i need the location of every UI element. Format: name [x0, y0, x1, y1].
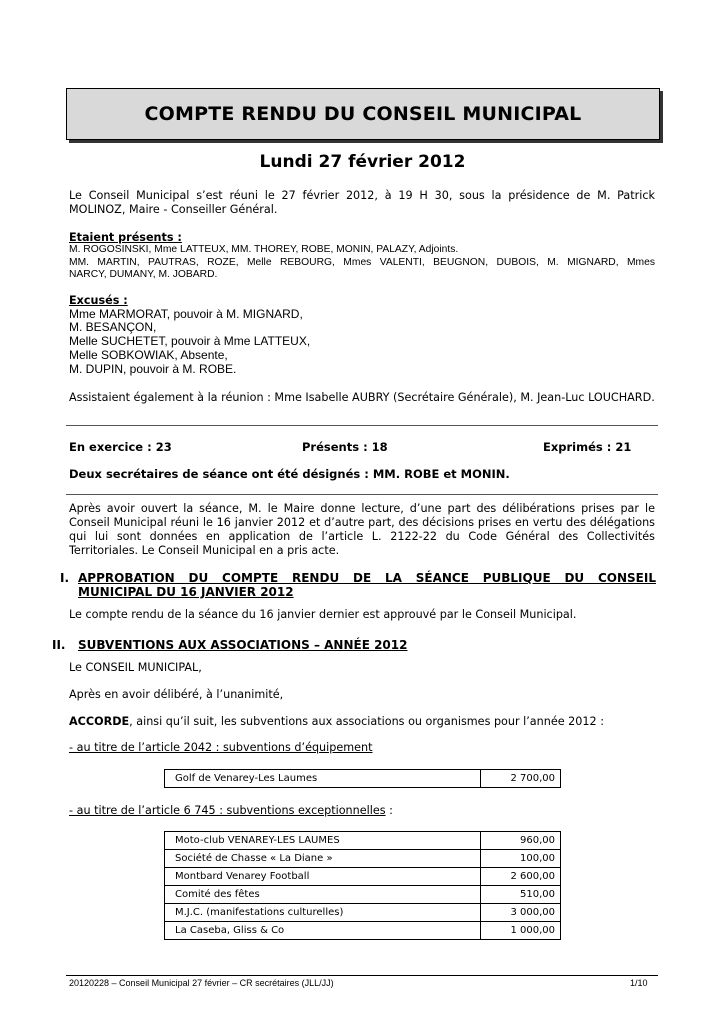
divider: [66, 494, 658, 495]
section-1-number: I.: [60, 571, 70, 585]
article-6745-suffix: :: [385, 804, 393, 817]
page-title: [66, 88, 660, 140]
excuses-heading: Excusés :: [69, 294, 128, 307]
presents-line-1: M. ROGOSINSKI, Mme LATTEUX, MM. THOREY, ROBE, MONIN, PALAZY, Adjoints.: [69, 244, 459, 255]
section-2-accorde: [69, 715, 655, 729]
table-exceptionnelles: [164, 831, 561, 940]
intro-paragraph: Le Conseil Municipal s’est réuni le 27 février 2012, à 19 H 30, sous la présidence de M. Patrick MOLINOZ, Maire - Conseiller Général.: [69, 189, 655, 216]
subsidy-amount: 1 000,00: [481, 922, 561, 940]
section-1-text: Le compte rendu de la séance du 16 janvier dernier est approuvé par le Conseil Municipal.: [69, 608, 577, 621]
subsidy-amount: 510,00: [481, 886, 561, 904]
section-2-para-2: Après en avoir délibéré, à l’unanimité,: [69, 688, 284, 701]
article-2042-heading: - au titre de l’article 2042 : subventions d’équipement: [69, 741, 373, 754]
association-name: M.J.C. (manifestations culturelles): [165, 904, 481, 922]
table-row: [165, 868, 561, 886]
secretaires-line: Deux secrétaires de séance ont été désignés : MM. ROBE et MONIN.: [69, 467, 510, 481]
excuses-item: M. BESANÇON,: [69, 320, 157, 334]
section-2-para-1: Le CONSEIL MUNICIPAL,: [69, 661, 202, 674]
meeting-date: Lundi 27 février 2012: [259, 152, 466, 172]
presents-line-2: MM. MARTIN, PAUTRAS, ROZE, Melle REBOURG, Mmes VALENTI, BEUGNON, DUBOIS, M. MIGNARD, Mmes: [69, 257, 655, 268]
table-equipement: [164, 769, 561, 788]
subsidy-amount: 100,00: [481, 850, 561, 868]
stat-presents: Présents : 18: [302, 440, 388, 454]
association-name: La Caseba, Gliss & Co: [165, 922, 481, 940]
table-row: [165, 832, 561, 850]
table-row: [165, 850, 561, 868]
footer-left: 20120228 – Conseil Municipal 27 février – CR secrétaires (JLL/JJ): [69, 978, 334, 988]
subsidy-amount: 3 000,00: [481, 904, 561, 922]
excuses-item: Melle SOBKOWIAK, Absente,: [69, 348, 228, 362]
table-row: [165, 886, 561, 904]
accorde-bold: ACCORDE: [69, 715, 130, 728]
section-1-title-line-2: MUNICIPAL DU 16 JANVIER 2012: [78, 585, 294, 599]
association-name: Comité des fêtes: [165, 886, 481, 904]
presents-line-3: NARCY, DUMANY, M. JOBARD.: [69, 269, 218, 280]
stat-exprimes: Exprimés : 21: [543, 440, 632, 454]
footer-divider: [66, 975, 658, 976]
stat-exercice: En exercice : 23: [69, 440, 172, 454]
subsidy-amount: 960,00: [481, 832, 561, 850]
section-1-title-line-1: APPROBATION DU COMPTE RENDU DE LA SÉANCE PUBLIQUE DU CONSEIL: [78, 571, 656, 585]
presents-heading: Etaient présents :: [69, 231, 182, 244]
title-text: COMPTE RENDU DU CONSEIL MUNICIPAL: [144, 103, 582, 125]
association-name: Golf de Venarey-Les Laumes: [165, 770, 481, 788]
assistaient-paragraph: Assistaient également à la réunion : Mme Isabelle AUBRY (Secrétaire Générale), M. Jean-Luc LOUCHARD.: [69, 391, 655, 404]
association-name: Société de Chasse « La Diane »: [165, 850, 481, 868]
divider: [66, 425, 658, 426]
section-2-number: II.: [52, 638, 66, 652]
footer-page-number: 1/10: [630, 978, 648, 988]
article-6745-label: - au titre de l’article 6 745 : subventions exceptionnelles: [69, 804, 386, 817]
article-6745-heading: [69, 804, 393, 818]
table-row: [165, 922, 561, 940]
table-row: [165, 904, 561, 922]
subsidy-amount: 2 600,00: [481, 868, 561, 886]
section-2-title: SUBVENTIONS AUX ASSOCIATIONS – ANNÉE 2012: [78, 638, 408, 652]
table-row: [165, 770, 561, 788]
opening-paragraph: Après avoir ouvert la séance, M. le Maire donne lecture, d’une part des délibérations prises par le Conseil Municipal réuni le 16 janvier 2012 et d’autre part, des décisions prises en vertu des délégations qui lui sont données en application de l’article L. 2122-22 du Code Général des Collectivités Territoriales. Le Conseil Municipal en a pris acte.: [69, 502, 655, 557]
excuses-item: Mme MARMORAT, pouvoir à M. MIGNARD,: [69, 307, 303, 321]
excuses-item: M. DUPIN, pouvoir à M. ROBE.: [69, 362, 237, 376]
association-name: Moto-club VENAREY-LES LAUMES: [165, 832, 481, 850]
accorde-rest: , ainsi qu’il suit, les subventions aux associations ou organismes pour l’année 2012 :: [129, 715, 604, 728]
subsidy-amount: 2 700,00: [481, 770, 561, 788]
association-name: Montbard Venarey Football: [165, 868, 481, 886]
excuses-item: Melle SUCHETET, pouvoir à Mme LATTEUX,: [69, 334, 311, 348]
